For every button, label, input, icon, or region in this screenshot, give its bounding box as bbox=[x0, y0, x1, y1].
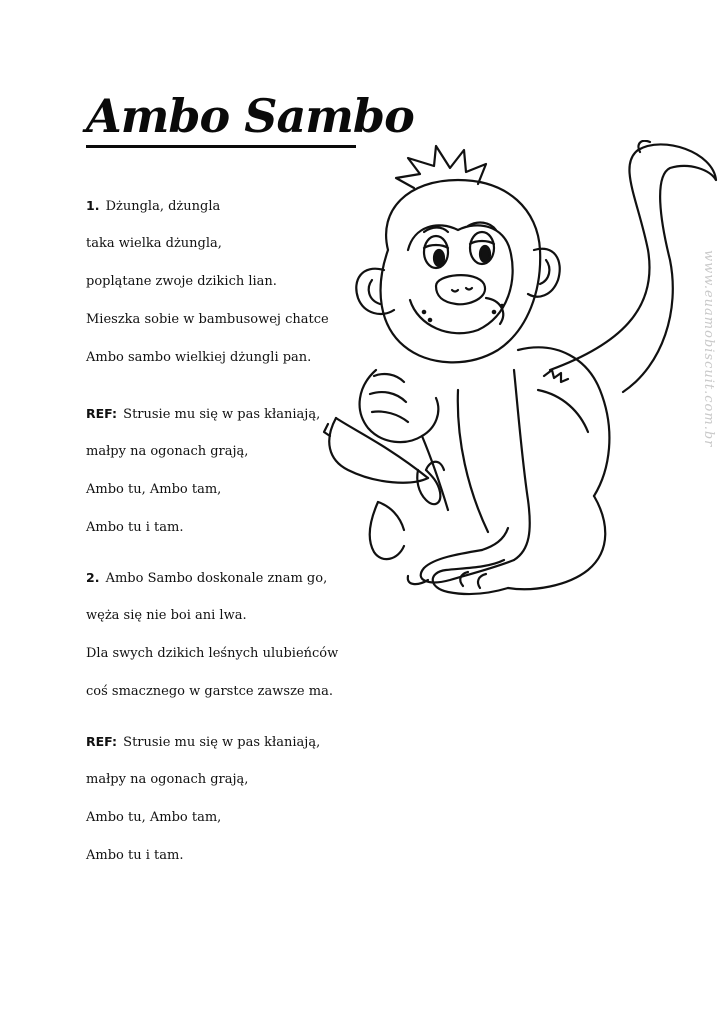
lyric-line: Dla swych dzikich leśnych ulubieńców bbox=[86, 646, 339, 661]
lyric-line: coś smacznego w garstce zawsze ma. bbox=[86, 684, 333, 699]
lyric-line: Ambo tu i tam. bbox=[86, 848, 184, 863]
lyric-line: poplątane zwoje dzikich lian. bbox=[86, 274, 277, 289]
lyric-line: Ambo tu i tam. bbox=[86, 520, 184, 535]
watermark: www.euamobiscuit.com.br bbox=[701, 250, 716, 448]
lyric-line: REF: Strusie mu się w pas kłaniają, bbox=[86, 406, 321, 422]
lyric-line: małpy na ogonach grają, bbox=[86, 772, 249, 787]
lyric-line: Mieszka sobie w bambusowej chatce bbox=[86, 312, 329, 327]
refrain-marker: REF: bbox=[86, 406, 118, 421]
lyric-line: Ambo tu, Ambo tam, bbox=[86, 482, 222, 497]
lyric-line: małpy na ogonach grają, bbox=[86, 444, 249, 459]
title-underline bbox=[86, 145, 356, 148]
refrain-marker: REF: bbox=[86, 734, 118, 749]
monkey-with-banana-icon bbox=[318, 140, 718, 620]
verse-marker: 2. bbox=[86, 570, 100, 585]
lyric-line: taka wielka dżungla, bbox=[86, 236, 222, 251]
verse-marker: 1. bbox=[86, 198, 100, 213]
lyric-line: REF: Strusie mu się w pas kłaniają, bbox=[86, 734, 321, 750]
lyric-line: 1. Dżungla, dżungla bbox=[86, 198, 221, 214]
lyric-line: Ambo sambo wielkiej dżungli pan. bbox=[86, 350, 312, 365]
lyric-line: 2. Ambo Sambo doskonale znam go, bbox=[86, 570, 328, 586]
lyric-line: węża się nie boi ani lwa. bbox=[86, 608, 247, 623]
page-title: Ambo Sambo bbox=[86, 89, 414, 143]
lyric-line: Ambo tu, Ambo tam, bbox=[86, 810, 222, 825]
